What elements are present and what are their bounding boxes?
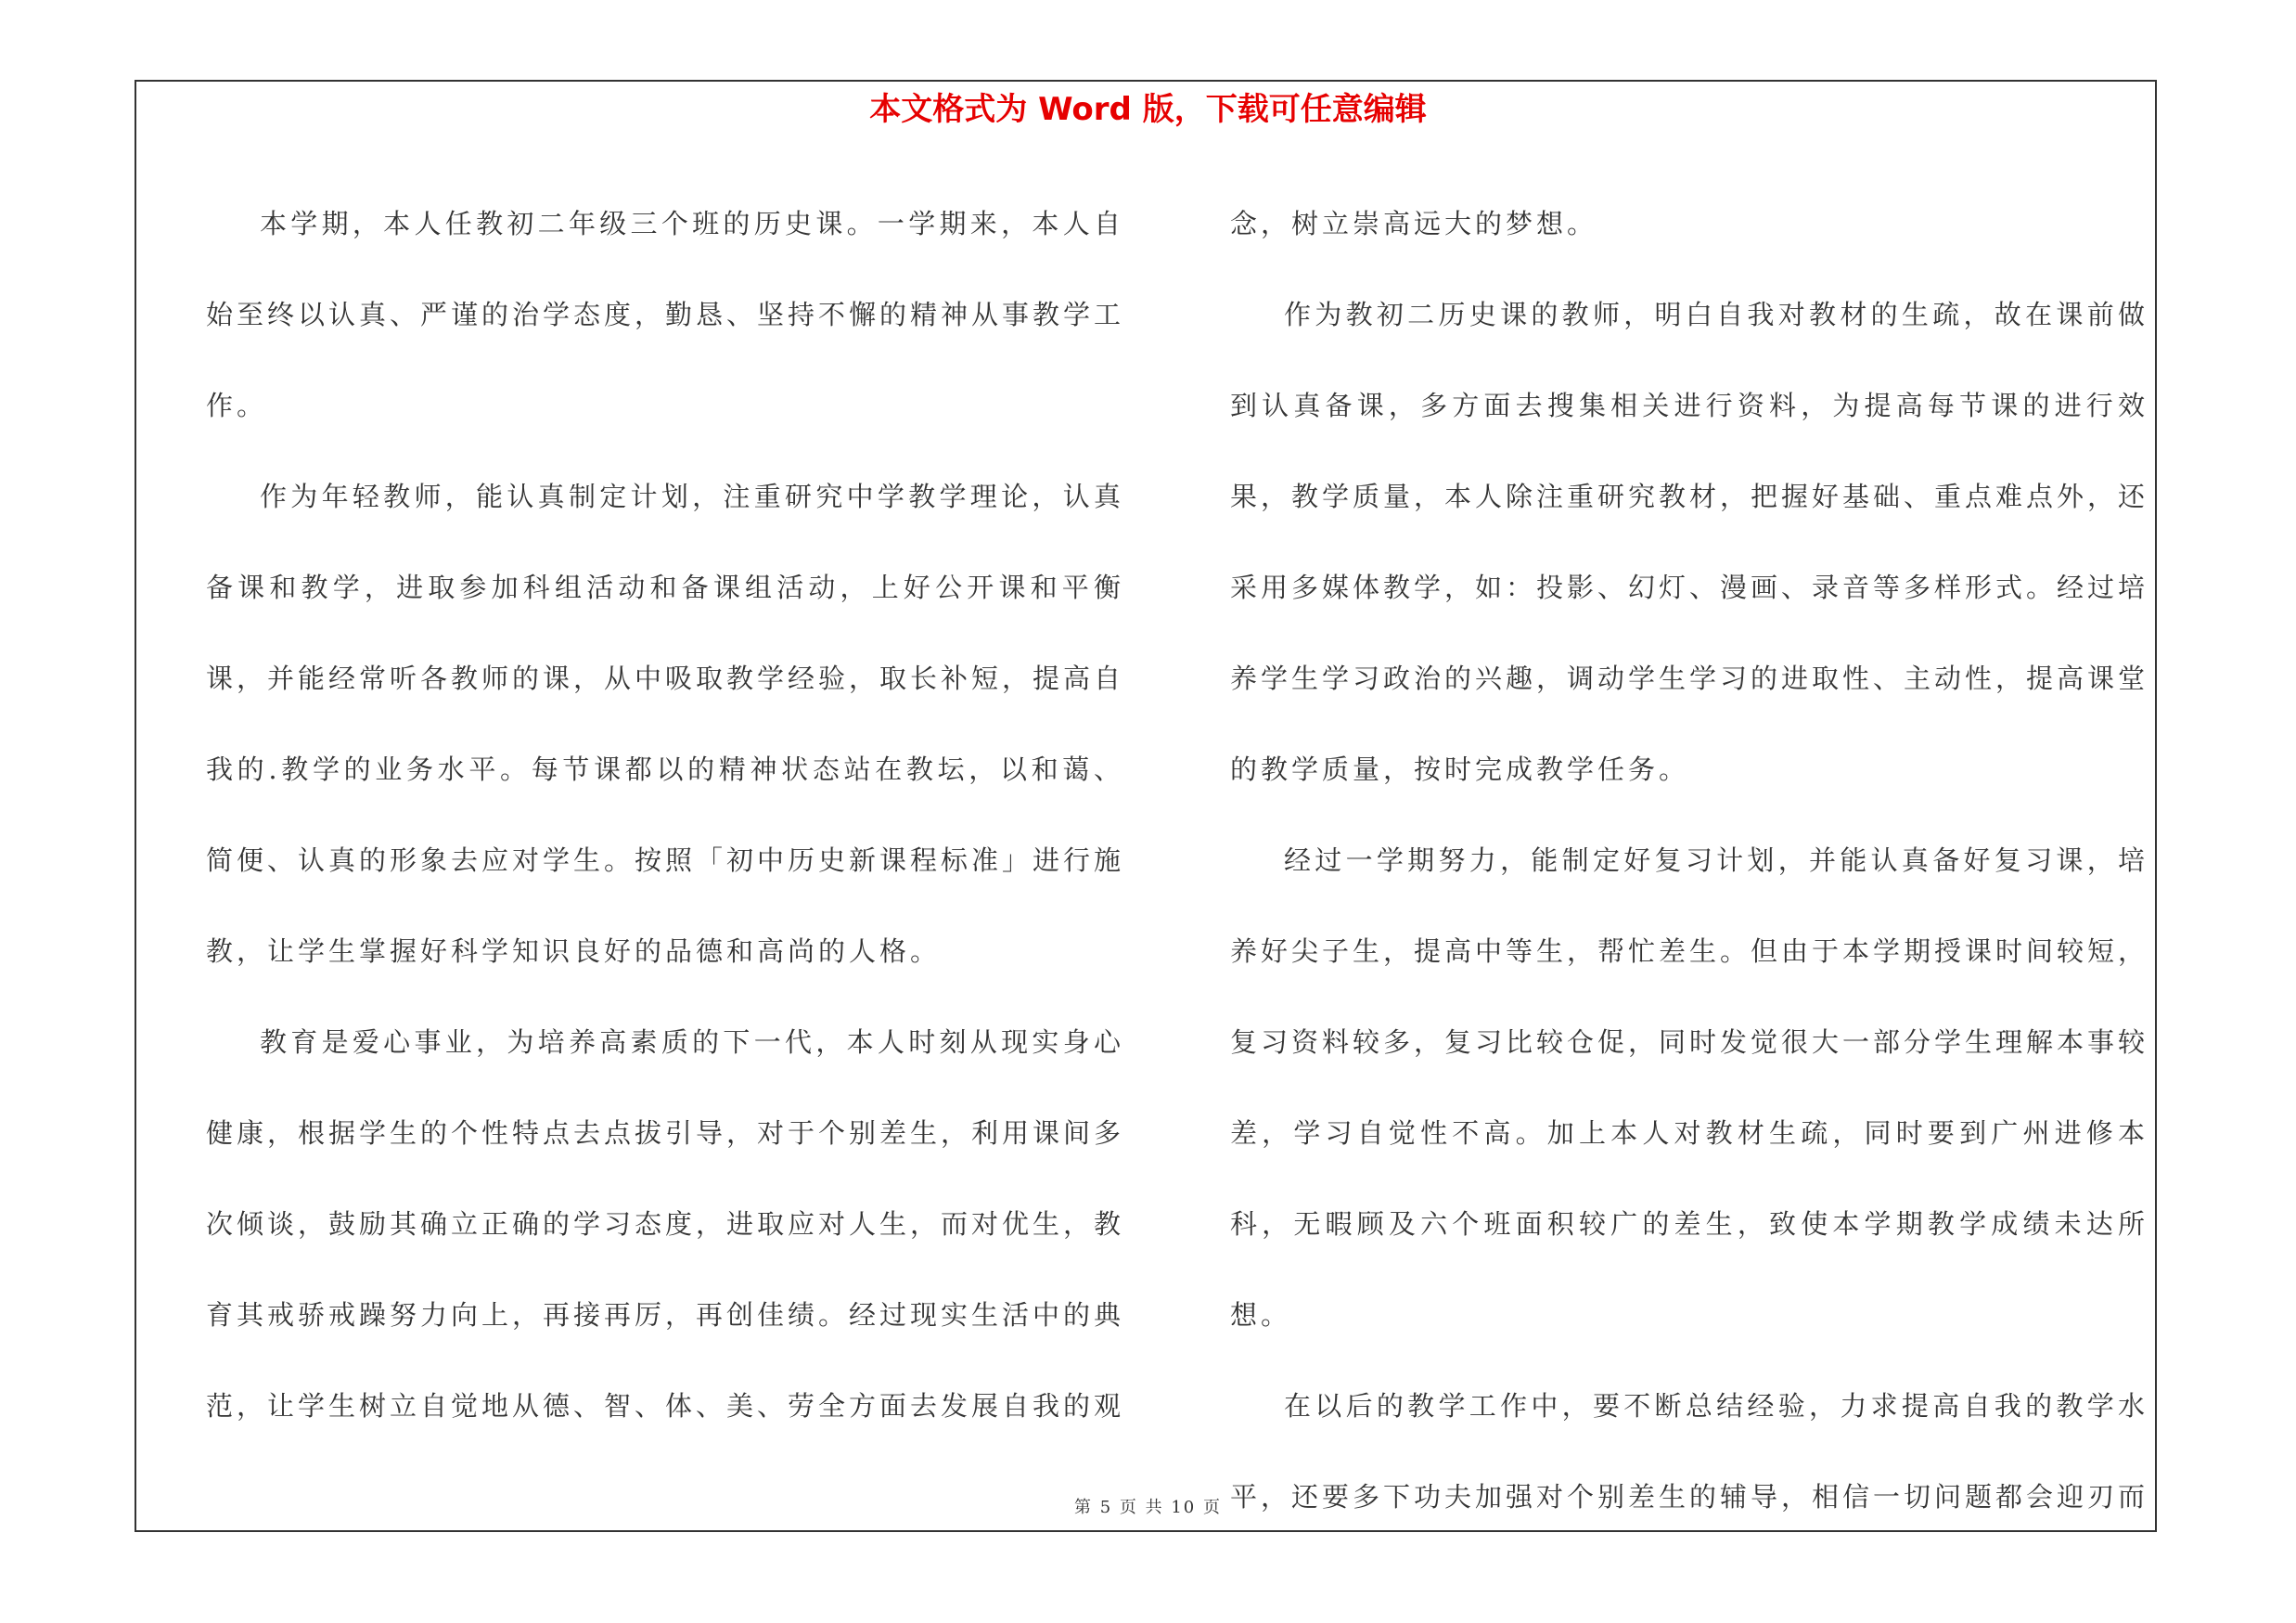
- left-text-column: [206, 178, 1124, 1451]
- paragraph-5: 经过一学期努力，能制定好复习计划，并能认真备好复习课，培养好尖子生，提高中等生，帮忙差生。但由于本学期授课时间较短，复习资料较多，复习比较仓促，同时发觉很大一部分学生理解本事较差，学习自觉性不高。加上本人对教材生疏，同时要到广州进修本科，无暇顾及六个班面积较广的差生，致使本学期教学成绩未达所想。: [1230, 844, 2149, 1331]
- word-format-banner: 本文格式为 Word 版，下载可任意编辑: [869, 91, 1427, 128]
- paragraph-2: 作为年轻教师，能认真制定计划，注重研究中学教学理论，认真备课和教学，进取参加科组活动和备课组活动，上好公开课和平衡课，并能经常听各教师的课，从中吸取教学经验，取长补短，提高自我的.教学的业务水平。每节课都以的精神状态站在教坛，以和蔼、简便、认真的形象去应对学生。按照「初中历史新课程标准」进行施教，让学生掌握好科学知识良好的品德和高尚的人格。: [206, 481, 1125, 967]
- page-number: 第 5 页 共 10 页: [1074, 1498, 1222, 1517]
- right-text-column: [1230, 178, 2148, 1542]
- paragraph-4: 作为教初二历史课的教师，明白自我对教材的生疏，故在课前做到认真备课，多方面去搜集相关进行资料，为提高每节课的进行效果，教学质量，本人除注重研究教材，把握好基础、重点难点外，还采用多媒体教学，如：投影、幻灯、漫画、录音等多样形式。经过培养学生学习政治的兴趣，调动学生学习的进取性、主动性，提高课堂的教学质量，按时完成教学任务。: [1230, 299, 2149, 785]
- paragraph-3-continuation: 念，树立崇高远大的梦想。: [1230, 208, 1598, 239]
- paragraph-3: 教育是爱心事业，为培养高素质的下一代，本人时刻从现实身心健康，根据学生的个性特点去点拔引导，对于个别差生，利用课间多次倾谈，鼓励其确立正确的学习态度，进取应对人生，而对优生，教育其戒骄戒躁努力向上，再接再厉，再创佳绩。经过现实生活中的典范，让学生树立自觉地从德、智、体、美、劳全方面去发展自我的观: [206, 1026, 1125, 1422]
- paragraph-1: 本学期，本人任教初二年级三个班的历史课。一学期来，本人自始至终以认真、严谨的治学态度，勤恳、坚持不懈的精神从事教学工作。: [206, 208, 1125, 421]
- paragraph-6: 在以后的教学工作中，要不断总结经验，力求提高自我的教学水平，还要多下功夫加强对个别差生的辅导，相信一切问题都会迎刃而: [1230, 1390, 2149, 1513]
